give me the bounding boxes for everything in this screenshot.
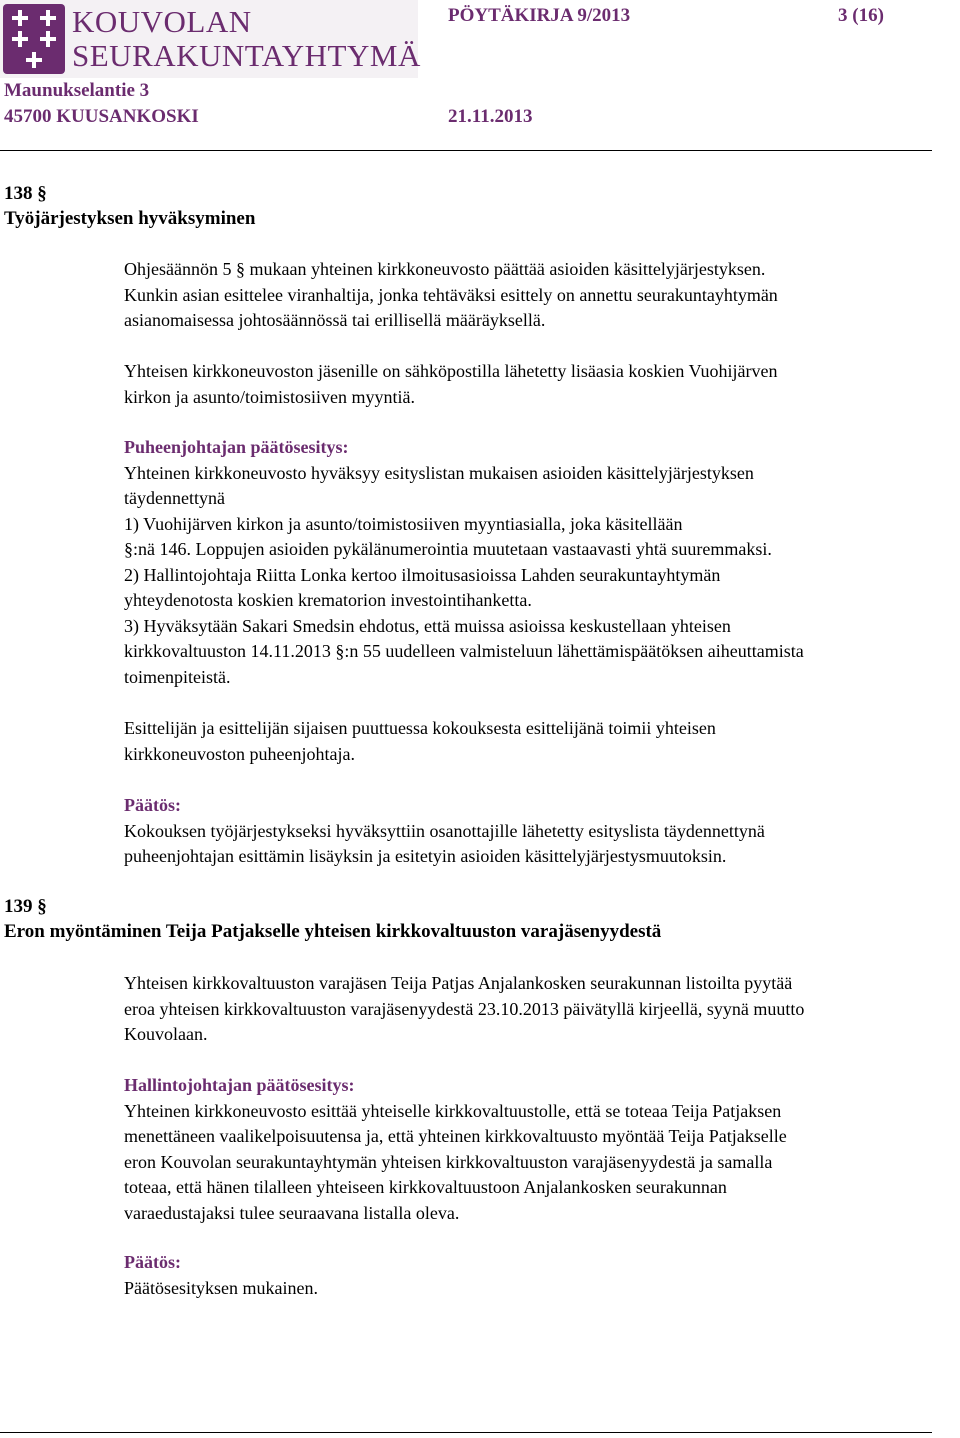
page-number: 3 (16) (838, 5, 884, 26)
footer-divider (0, 1432, 932, 1433)
document-date: 21.11.2013 (448, 106, 533, 127)
text-line: täydennettynä (124, 488, 225, 508)
text-line: eron Kouvolan seurakuntayhtymän yhteisen kirkkovaltuuston varajäsenyydestä ja samalla (124, 1151, 773, 1172)
text-line: asianomaisessa johtosäännössä tai erillisellä määräyksellä. (124, 310, 546, 330)
text-line: 3) Hyväksytään Sakari Smedsin ehdotus, että muissa asioissa keskustellaan yhteisen (124, 615, 731, 636)
section-intro (124, 257, 960, 334)
decision-label: Päätös: (124, 795, 181, 815)
document-title: PÖYTÄKIRJA 9/2013 (448, 5, 631, 26)
text-line: kirkon ja asunto/toimistosiiven myyntiä. (124, 386, 415, 407)
org-name-line1: KOUVOLAN (72, 4, 252, 39)
text-line: puheenjohtajan esittämin lisäyksin ja esitetyin asioiden käsittelyjärjestysmuutoksin. (124, 846, 727, 866)
text-line: kirkkovaltuuston 14.11.2013 §:n 55 uudelleen valmisteluun lähettämispäätöksen aiheuttamista (124, 641, 804, 661)
address-postal: 45700 KUUSANKOSKI (4, 106, 199, 127)
proposal-block (124, 435, 960, 690)
org-name-line2: SEURAKUNTAYHTYMÄ (72, 38, 421, 73)
text-line: toimenpiteistä. (124, 666, 231, 687)
text-line: Yhteisen kirkkovaltuuston varajäsen Teija Patjas Anjalankosken seurakunnan listoilta pyytää (124, 973, 793, 993)
text-line: Kouvolaan. (124, 1024, 208, 1044)
text-line: menettäneen vaalikelpoisuutensa ja, että yhteinen kirkkovaltuusto myöntää Teija Patjakselle (124, 1126, 787, 1146)
decision-label: Päätös: (124, 1252, 181, 1272)
text-line: varaedustajaksi tulee seuraavana listalla oleva. (124, 1202, 460, 1223)
logo (0, 0, 421, 78)
note-block (124, 716, 960, 767)
address-street: Maunukselantie 3 (4, 80, 150, 101)
text-line: kirkkoneuvoston puheenjohtaja. (124, 743, 355, 764)
section-intro (124, 971, 960, 1048)
text-line: Yhteisen kirkkoneuvoston jäsenille on sähköpostilla lähetetty lisäasia koskien Vuohijärven (124, 361, 778, 381)
text-line: 1) Vuohijärven kirkon ja asunto/toimistosiiven myyntiasialla, joka käsitellään (124, 513, 683, 534)
section-number: 139 § (4, 896, 47, 917)
text-line: 2) Hallintojohtaja Riitta Lonka kertoo ilmoitusasioissa Lahden seurakuntayhtymän (124, 564, 721, 585)
text-line: §:nä 146. Loppujen asioiden pykälänumerointia muutetaan vastaavasti yhtä suuremmaksi. (124, 539, 772, 559)
proposal-label: Puheenjohtajan päätösesitys: (124, 437, 349, 457)
section-number: 138 § (4, 183, 47, 204)
decision-block (124, 793, 960, 870)
section-title: Työjärjestyksen hyväksyminen (4, 208, 256, 229)
text-line: yhteydenotosta koskien krematorion investointihanketta. (124, 590, 532, 610)
decision-block (124, 1250, 960, 1301)
text-line: Ohjesäännön 5 § mukaan yhteinen kirkkoneuvosto päättää asioiden käsittelyjärjestyksen. (124, 259, 766, 279)
header-divider (0, 150, 932, 151)
text-line: Päätösesityksen mukainen. (124, 1277, 318, 1298)
proposal-label: Hallintojohtajan päätösesitys: (124, 1075, 355, 1095)
section-info (124, 359, 960, 410)
text-line: Esittelijän ja esittelijän sijaisen puuttuessa kokouksesta esittelijänä toimii yhteisen (124, 718, 716, 738)
text-line: toteaa, että hänen tilalleen yhteiseen kirkkovaltuustoon Anjalankosken seurakunnan (124, 1177, 727, 1197)
cross-logo-icon (3, 4, 65, 74)
proposal-block (124, 1073, 960, 1226)
text-line: Kunkin asian esittelee viranhaltija, jonka tehtäväksi esittely on annettu seurakuntayhtymän (124, 284, 778, 305)
text-line: eroa yhteisen kirkkovaltuuston varajäsenyydestä 23.10.2013 päivätyllä kirjeellä, syynä muutto (124, 998, 805, 1019)
text-line: Yhteinen kirkkoneuvosto hyväksyy esityslistan mukaisen asioiden käsittelyjärjestyksen (124, 462, 754, 483)
text-line: Yhteinen kirkkoneuvosto esittää yhteiselle kirkkovaltuustolle, että se toteaa Teija Patjaksen (124, 1100, 782, 1121)
section-title: Eron myöntäminen Teija Patjakselle yhteisen kirkkovaltuuston varajäsenyydestä (4, 921, 662, 942)
text-line: Kokouksen työjärjestykseksi hyväksyttiin osanottajille lähetetty esityslista täydennettynä (124, 820, 765, 841)
